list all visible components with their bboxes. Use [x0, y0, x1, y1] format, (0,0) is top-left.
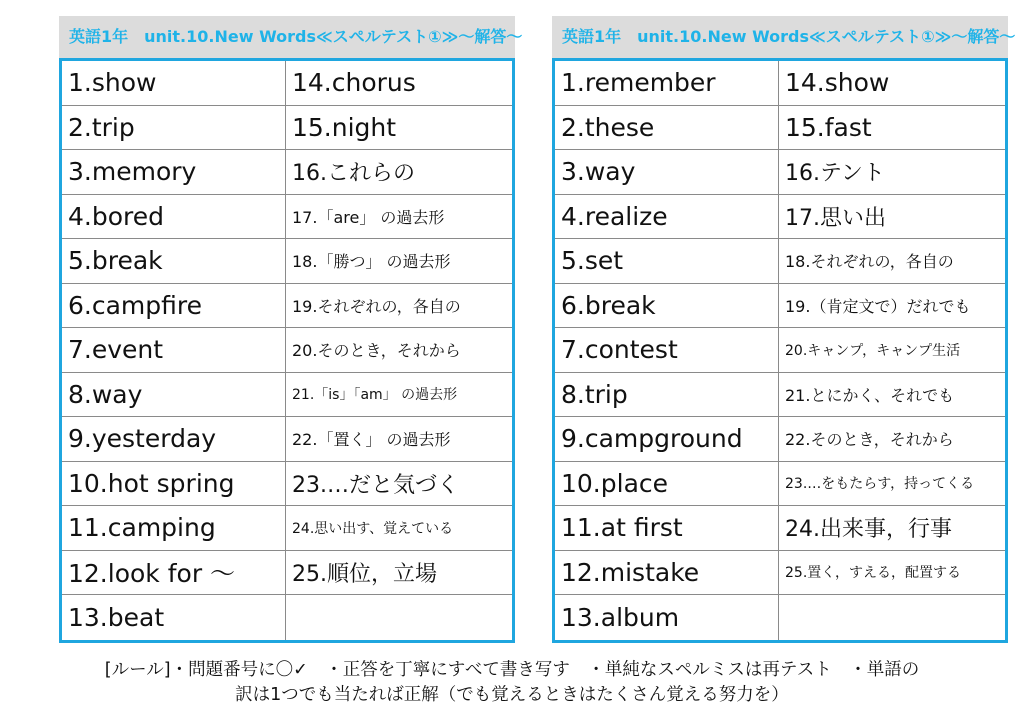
answer-cell-12: 12.look for ～	[62, 551, 286, 596]
answer-cell-19: 19.それぞれの，各自の	[286, 284, 512, 329]
answer-cell-17: 17.思い出	[779, 195, 1005, 240]
answer-cell-21: 21.とにかく、それでも	[779, 373, 1005, 418]
answer-table	[552, 58, 1008, 643]
answer-cell-21: 21.「is」「am」 の過去形	[286, 373, 512, 418]
answer-cell-25: 25.置く，すえる，配置する	[779, 551, 1005, 596]
answer-cell-14: 14.chorus	[286, 61, 512, 106]
answer-cell-20: 20.そのとき，それから	[286, 328, 512, 373]
answer-cell-empty	[286, 595, 512, 640]
answer-cell-7: 7.event	[62, 328, 286, 373]
answer-cell-9: 9.yesterday	[62, 417, 286, 462]
answer-sheet-right	[552, 16, 1016, 643]
answer-cell-8: 8.trip	[555, 373, 779, 418]
answer-cell-4: 4.bored	[62, 195, 286, 240]
answer-cell-10: 10.place	[555, 462, 779, 507]
answer-cell-10: 10.hot spring	[62, 462, 286, 507]
answer-cell-24: 24.出来事，行事	[779, 506, 1005, 551]
answer-cell-23: 23.…だと気づく	[286, 462, 512, 507]
answer-cell-23: 23.…をもたらす，持ってくる	[779, 462, 1005, 507]
answer-cell-9: 9.campground	[555, 417, 779, 462]
answer-cell-18: 18.「勝つ」 の過去形	[286, 239, 512, 284]
rules-line-1: [ルール]・問題番号に〇✓ ・正答を丁寧にすべて書き写す ・単純なスペルミスは再テスト ・単語の	[104, 660, 920, 680]
answer-cell-16: 16.テント	[779, 150, 1005, 195]
answer-cell-17: 17.「are」 の過去形	[286, 195, 512, 240]
answer-cell-6: 6.campfire	[62, 284, 286, 329]
answer-cell-4: 4.realize	[555, 195, 779, 240]
answer-cell-11: 11.camping	[62, 506, 286, 551]
answer-table	[59, 58, 515, 643]
answer-cell-2: 2.these	[555, 106, 779, 151]
sheet-title: 英語1年 unit.10.New Words≪スペルテスト①≫～解答～	[552, 16, 1008, 58]
answer-cell-empty	[779, 595, 1005, 640]
sheet-title: 英語1年 unit.10.New Words≪スペルテスト①≫～解答～	[59, 16, 515, 58]
rules-line-2: 訳は1つでも当たれば正解（でも覚えるときはたくさん覚える努力を）	[235, 685, 789, 705]
answer-cell-19: 19.（肯定文で）だれでも	[779, 284, 1005, 329]
answer-cell-24: 24.思い出す、覚えている	[286, 506, 512, 551]
answer-cell-25: 25.順位，立場	[286, 551, 512, 596]
answer-cell-16: 16.これらの	[286, 150, 512, 195]
answer-cell-8: 8.way	[62, 373, 286, 418]
answer-sheet-left	[59, 16, 523, 643]
answer-cell-13: 13.album	[555, 595, 779, 640]
answer-cell-7: 7.contest	[555, 328, 779, 373]
answer-cell-1: 1.show	[62, 61, 286, 106]
answer-cell-15: 15.night	[286, 106, 512, 151]
answer-cell-12: 12.mistake	[555, 551, 779, 596]
answer-cell-22: 22.そのとき，それから	[779, 417, 1005, 462]
answer-cell-11: 11.at first	[555, 506, 779, 551]
answer-cell-22: 22.「置く」 の過去形	[286, 417, 512, 462]
answer-cell-3: 3.way	[555, 150, 779, 195]
answer-cell-13: 13.beat	[62, 595, 286, 640]
answer-cell-14: 14.show	[779, 61, 1005, 106]
answer-cell-5: 5.break	[62, 239, 286, 284]
answer-cell-3: 3.memory	[62, 150, 286, 195]
answer-cell-20: 20.キャンプ，キャンプ生活	[779, 328, 1005, 373]
answer-cell-2: 2.trip	[62, 106, 286, 151]
answer-cell-1: 1.remember	[555, 61, 779, 106]
answer-cell-5: 5.set	[555, 239, 779, 284]
answer-cell-18: 18.それぞれの，各自の	[779, 239, 1005, 284]
answer-cell-6: 6.break	[555, 284, 779, 329]
answer-cell-15: 15.fast	[779, 106, 1005, 151]
